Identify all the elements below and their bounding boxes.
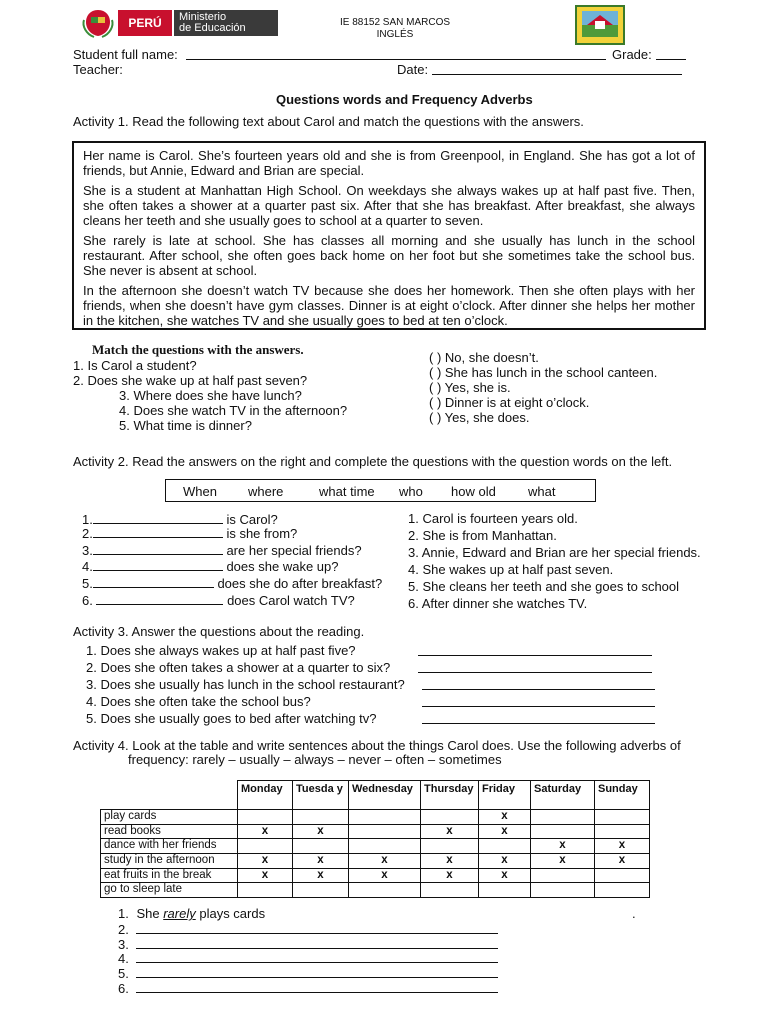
mark-cell — [479, 839, 531, 854]
sentence-line — [118, 921, 498, 937]
table-row — [101, 854, 650, 869]
ministry-line-2: de Educación — [179, 22, 246, 34]
mark-cell — [421, 810, 479, 825]
example-end-dot: . — [632, 906, 636, 921]
match-answer[interactable]: ( ) She has lunch in the school canteen. — [429, 365, 658, 380]
school-emblem-icon — [575, 5, 625, 45]
sentence-line — [118, 980, 498, 996]
fill-answer: 1. Carol is fourteen years old. — [408, 511, 578, 526]
activity1-instruction: Activity 1. Read the following text about Carol and match the questions with the answers. — [73, 114, 584, 129]
reading-question: 5. Does she usually goes to bed after watching tv? — [86, 711, 377, 726]
answer-line[interactable] — [422, 677, 655, 690]
activity-cell: study in the afternoon — [101, 854, 238, 869]
mark-cell: x — [595, 839, 650, 854]
activity4-adverbs: frequency: rarely – usually – always – never – often – sometimes — [128, 752, 502, 767]
mark-cell: x — [531, 839, 595, 854]
mark-cell — [595, 883, 650, 898]
fill-question-number: 1. — [82, 512, 93, 527]
fill-question-text: does she do after breakfast? — [213, 576, 383, 591]
word-bank-item: where — [248, 484, 284, 499]
mark-cell — [293, 810, 349, 825]
ministry-label-box — [174, 10, 278, 36]
mark-cell — [595, 810, 650, 825]
mark-cell — [531, 883, 595, 898]
match-answer[interactable]: ( ) Dinner is at eight o’clock. — [429, 395, 590, 410]
table-row — [101, 839, 650, 854]
table-row — [101, 883, 650, 898]
word-bank-item: When — [183, 484, 217, 499]
reading-question: 1. Does she always wakes up at half past five? — [86, 643, 356, 658]
fill-question — [82, 525, 297, 541]
sentence-number: 3. — [118, 937, 129, 952]
mark-cell: x — [293, 868, 349, 883]
day-header: Sunday — [595, 781, 650, 810]
mark-cell — [479, 883, 531, 898]
example-sentence — [118, 906, 265, 921]
activity-cell: go to sleep late — [101, 883, 238, 898]
fill-question-text: does she wake up? — [222, 559, 339, 574]
day-header: Tuesda y — [293, 781, 349, 810]
fill-question — [82, 542, 362, 558]
frequency-table — [100, 780, 650, 898]
mark-cell — [421, 839, 479, 854]
reading-paragraph: In the afternoon she doesn’t watch TV because she does her homework. Then she often plays with her friends, when she doesn’t have gym classes. Dinner is at eight o’clock. After dinner she helps her mother in the kitchen, she watches TV and she usually goes to bed at ten o’clock. — [83, 283, 695, 328]
activity3-instruction: Activity 3. Answer the questions about the reading. — [73, 624, 365, 639]
reading-paragraph: Her name is Carol. She’s fourteen years old and she is from Greenpool, in England. She has got a lot of friends, but Annie, Edward and Brian are special. — [83, 148, 695, 178]
fill-question — [82, 575, 382, 591]
word-bank-item: who — [399, 484, 423, 499]
fill-question — [82, 558, 338, 574]
match-question: 4. Does she watch TV in the afternoon? — [119, 403, 348, 418]
mark-cell: x — [238, 868, 293, 883]
answer-line[interactable] — [422, 694, 655, 707]
table-row — [101, 824, 650, 839]
question-word-blank[interactable] — [93, 525, 223, 538]
match-answer[interactable]: ( ) Yes, she is. — [429, 380, 511, 395]
date-field[interactable] — [432, 62, 682, 75]
mark-cell — [595, 868, 650, 883]
question-word-blank[interactable] — [93, 558, 223, 571]
question-word-blank[interactable] — [96, 592, 223, 605]
sentence-blank[interactable] — [136, 936, 498, 949]
question-word-blank[interactable] — [93, 575, 214, 588]
reading-paragraph: She is a student at Manhattan High School. On weekdays she always wakes up at half past five. Then, she often takes a shower at a quarter past six. After that she has breakfast. After breakfast, she always cleans her teeth and she usually goes to school at a quarter to seven. — [83, 183, 695, 228]
example-adverb: rarely — [163, 906, 196, 921]
mark-cell: x — [293, 824, 349, 839]
mark-cell — [349, 883, 421, 898]
fill-question-text: does Carol watch TV? — [223, 593, 355, 608]
mark-cell — [238, 883, 293, 898]
mark-cell: x — [479, 854, 531, 869]
sentence-number: 1. — [118, 906, 129, 921]
mark-cell: x — [479, 868, 531, 883]
sentence-blank[interactable] — [136, 921, 498, 934]
activity-cell: read books — [101, 824, 238, 839]
match-heading: Match the questions with the answers. — [92, 342, 304, 357]
activity-cell: eat fruits in the break — [101, 868, 238, 883]
mark-cell: x — [479, 824, 531, 839]
reading-question: 3. Does she usually has lunch in the school restaurant? — [86, 677, 405, 692]
reading-text-box — [72, 141, 706, 330]
fill-question-number: 4. — [82, 559, 93, 574]
reading-paragraph: She rarely is late at school. She has classes all morning and she usually has lunch in the school restaurant. After school, she often goes back home on her foot but she sometimes take the school bus. She never is absent at school. — [83, 233, 695, 278]
mark-cell — [349, 824, 421, 839]
match-question: 5. What time is dinner? — [119, 418, 252, 433]
grade-field[interactable] — [656, 47, 686, 60]
sentence-number: 2. — [118, 922, 129, 937]
answer-line[interactable] — [422, 711, 655, 724]
question-word-bank — [165, 479, 596, 502]
mark-cell: x — [421, 854, 479, 869]
ministry-line-1: Ministerio — [179, 11, 227, 23]
peru-label-box: PERÚ — [118, 10, 172, 36]
fill-question-number: 2. — [82, 526, 93, 541]
fill-question-number: 5. — [82, 576, 93, 591]
minedu-logo — [118, 10, 278, 36]
word-bank-item: how old — [451, 484, 496, 499]
fill-question-text: is Carol? — [222, 512, 278, 527]
mark-cell — [531, 824, 595, 839]
example-rest: plays cards — [195, 906, 266, 921]
word-bank-item: what time — [319, 484, 375, 499]
fill-answer: 6. After dinner she watches TV. — [408, 596, 588, 611]
fill-answer: 4. She wakes up at half past seven. — [408, 562, 614, 577]
reading-question: 4. Does she often take the school bus? — [86, 694, 311, 709]
match-answer[interactable]: ( ) No, she doesn’t. — [429, 350, 539, 365]
day-header: Saturday — [531, 781, 595, 810]
sentence-blank[interactable] — [136, 980, 498, 993]
sentence-number: 6. — [118, 981, 129, 996]
fill-question-number: 6. — [82, 593, 97, 608]
peru-coat-of-arms-icon — [80, 8, 116, 38]
reading-question: 2. Does she often takes a shower at a quarter to six? — [86, 660, 391, 675]
activity-cell: play cards — [101, 810, 238, 825]
day-header: Thursday — [421, 781, 479, 810]
example-subject: She — [136, 906, 164, 921]
sentence-line — [118, 950, 498, 966]
fill-question — [82, 592, 355, 608]
mark-cell — [238, 839, 293, 854]
student-name-label: Student full name: — [73, 47, 178, 62]
sentence-line — [118, 965, 498, 981]
mark-cell — [293, 839, 349, 854]
match-question: 2. Does she wake up at half past seven? — [73, 373, 308, 388]
day-header: Monday — [238, 781, 293, 810]
question-word-blank[interactable] — [93, 511, 223, 524]
mark-cell: x — [595, 854, 650, 869]
subject-name: INGLÉS — [376, 29, 414, 40]
table-row — [101, 868, 650, 883]
mark-cell: x — [293, 854, 349, 869]
mark-cell: x — [238, 854, 293, 869]
mark-cell: x — [421, 824, 479, 839]
match-answer[interactable]: ( ) Yes, she does. — [429, 410, 530, 425]
question-word-blank[interactable] — [93, 542, 223, 555]
mark-cell — [595, 824, 650, 839]
mark-cell: x — [479, 810, 531, 825]
answer-line[interactable] — [418, 643, 652, 656]
match-question: 3. Where does she have lunch? — [119, 388, 302, 403]
activity2-instruction: Activity 2. Read the answers on the right and complete the questions with the question words on the left. — [73, 454, 673, 469]
fill-question-text: is she from? — [222, 526, 298, 541]
day-header: Friday — [479, 781, 531, 810]
mark-cell — [421, 883, 479, 898]
mark-cell — [349, 839, 421, 854]
sentence-number: 4. — [118, 951, 129, 966]
mark-cell — [349, 810, 421, 825]
mark-cell: x — [421, 868, 479, 883]
fill-question-text: are her special friends? — [222, 543, 362, 558]
mark-cell: x — [531, 854, 595, 869]
fill-answer: 3. Annie, Edward and Brian are her special friends. — [408, 545, 701, 560]
mark-cell: x — [238, 824, 293, 839]
table-row — [101, 810, 650, 825]
grade-label: Grade: — [612, 47, 652, 62]
table-corner — [101, 781, 238, 810]
mark-cell — [293, 883, 349, 898]
sentence-number: 5. — [118, 966, 129, 981]
activity4-instruction: Activity 4. Look at the table and write sentences about the things Carol does. Use the following adverbs of — [73, 738, 681, 753]
mark-cell: x — [349, 868, 421, 883]
sentence-blank[interactable] — [136, 965, 498, 978]
word-bank-item: what — [528, 484, 556, 499]
mark-cell — [238, 810, 293, 825]
match-question: 1. Is Carol a student? — [73, 358, 197, 373]
sentence-blank[interactable] — [136, 950, 498, 963]
activity-cell: dance with her friends — [101, 839, 238, 854]
date-label: Date: — [397, 62, 429, 77]
fill-question-number: 3. — [82, 543, 93, 558]
student-name-field[interactable] — [186, 47, 606, 60]
school-name: IE 88152 SAN MARCOS — [339, 17, 451, 28]
mark-cell — [531, 868, 595, 883]
table-header-row — [101, 781, 650, 810]
day-header: Wednesday — [349, 781, 421, 810]
teacher-label: Teacher: — [73, 62, 123, 77]
mark-cell — [531, 810, 595, 825]
answer-line[interactable] — [418, 660, 652, 673]
fill-answer: 2. She is from Manhattan. — [408, 528, 557, 543]
mark-cell: x — [349, 854, 421, 869]
worksheet-title: Questions words and Frequency Adverbs — [276, 92, 533, 107]
fill-answer: 5. She cleans her teeth and she goes to school — [408, 579, 680, 594]
